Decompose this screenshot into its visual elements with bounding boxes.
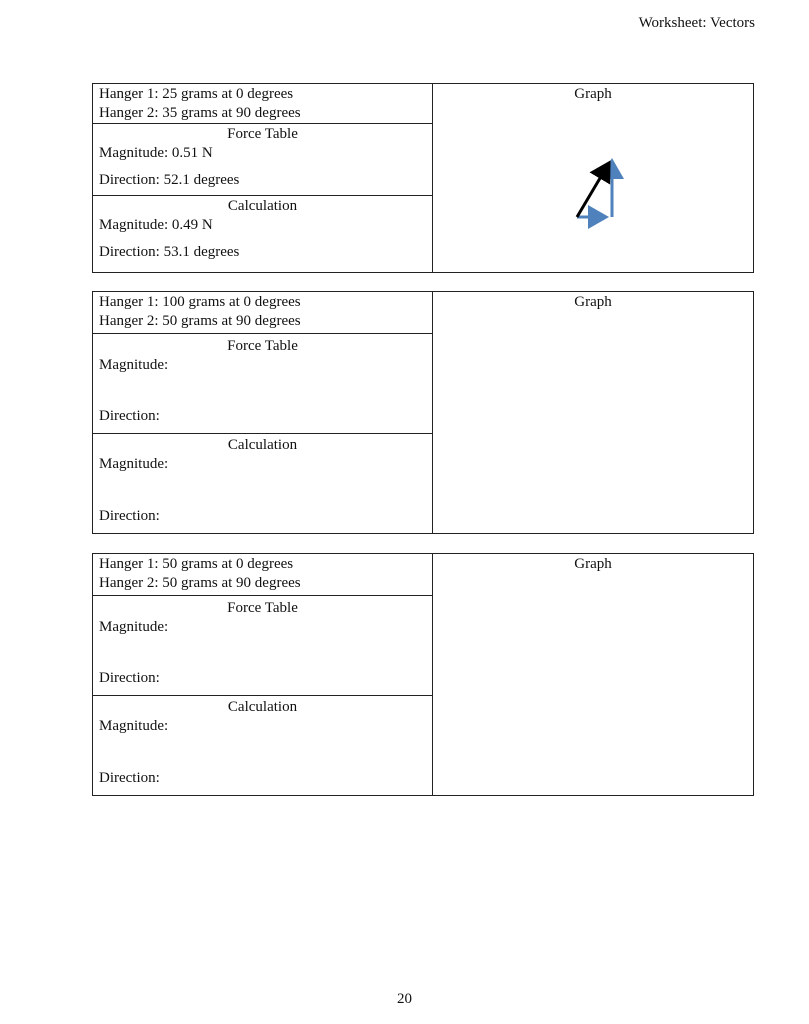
hanger-2-text: Hanger 2: 35 grams at 90 degrees xyxy=(99,105,301,121)
hangers-cell xyxy=(93,292,433,334)
page-number: 20 xyxy=(397,991,412,1007)
hangers-cell xyxy=(93,84,433,124)
calc-magnitude: Magnitude: xyxy=(99,718,169,734)
calc-direction: Direction: 53.1 degrees xyxy=(99,244,240,260)
calculation-title: Calculation xyxy=(227,437,298,453)
graph-cell xyxy=(433,84,754,273)
hanger-1-text: Hanger 1: 50 grams at 0 degrees xyxy=(99,556,294,572)
calculation-title: Calculation xyxy=(227,198,298,214)
force-table-title: Force Table xyxy=(227,600,298,616)
calc-magnitude: Magnitude: xyxy=(99,456,169,472)
resultant-arrow xyxy=(577,163,609,217)
force-direction: Direction: 52.1 degrees xyxy=(99,172,240,188)
vector-block-3 xyxy=(92,553,754,796)
calculation-cell xyxy=(93,696,433,796)
vector-graph xyxy=(533,104,653,244)
graph-title: Graph xyxy=(574,294,612,310)
hanger-1-text: Hanger 1: 25 grams at 0 degrees xyxy=(99,86,294,102)
vector-block-1 xyxy=(92,83,754,273)
force-table-cell xyxy=(93,596,433,696)
force-direction: Direction: xyxy=(99,408,160,424)
force-magnitude: Magnitude: xyxy=(99,619,169,635)
calculation-cell xyxy=(93,196,433,273)
graph-title: Graph xyxy=(574,556,612,572)
hanger-2-text: Hanger 2: 50 grams at 90 degrees xyxy=(99,575,301,591)
force-direction: Direction: xyxy=(99,670,160,686)
force-table-cell xyxy=(93,334,433,434)
vector-block-2 xyxy=(92,291,754,534)
force-table-cell xyxy=(93,124,433,196)
calc-magnitude: Magnitude: 0.49 N xyxy=(99,217,213,233)
hanger-2-text: Hanger 2: 50 grams at 90 degrees xyxy=(99,313,301,329)
force-table-title: Force Table xyxy=(227,126,298,142)
graph-title: Graph xyxy=(574,86,612,102)
calc-direction: Direction: xyxy=(99,508,160,524)
force-magnitude: Magnitude: 0.51 N xyxy=(99,145,213,161)
calculation-title: Calculation xyxy=(227,699,298,715)
hanger-1-text: Hanger 1: 100 grams at 0 degrees xyxy=(99,294,301,310)
force-table-title: Force Table xyxy=(227,338,298,354)
page-header: Worksheet: Vectors xyxy=(638,15,755,31)
calc-direction: Direction: xyxy=(99,770,160,786)
graph-cell xyxy=(433,554,754,796)
graph-cell xyxy=(433,292,754,534)
hangers-cell xyxy=(93,554,433,596)
force-magnitude: Magnitude: xyxy=(99,357,169,373)
calculation-cell xyxy=(93,434,433,534)
